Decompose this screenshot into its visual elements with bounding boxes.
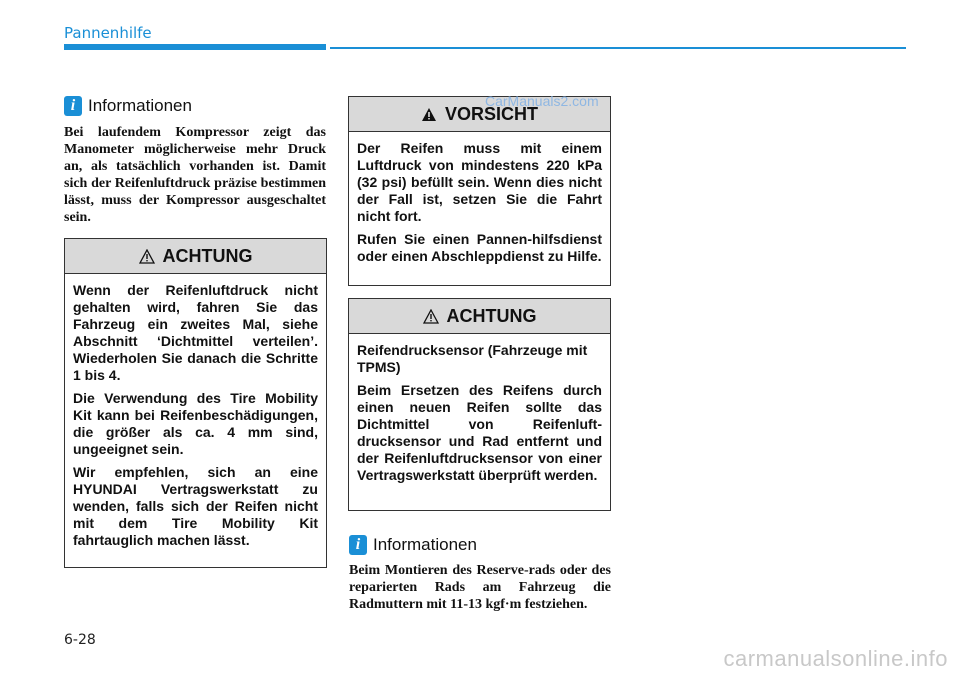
warning-triangle-icon: [139, 249, 155, 264]
section-title: Pannenhilfe: [64, 24, 152, 42]
warning-body: [349, 132, 610, 265]
info-text-2: Beim Montieren des Reserve-rads oder des reparierten Rads am Fahrzeug die Radmuttern mit 11-13 kgf·m festziehen.: [349, 563, 611, 612]
caution-body-2: [349, 334, 610, 484]
info-icon: i: [349, 535, 367, 555]
info-heading-1: [64, 96, 192, 116]
info-heading-2: [349, 535, 477, 555]
info-title: Informationen: [88, 96, 192, 115]
watermark-footer: carmanualsonline.info: [723, 646, 948, 671]
caution-box-2: [348, 298, 611, 511]
warning-triangle-icon: [423, 309, 439, 324]
caution-title-1: ACHTUNG: [162, 245, 253, 266]
caution-paragraph: Reifendrucksensor (Fahrzeuge mit TPMS): [357, 342, 588, 375]
info-text-1: Bei laufendem Kompressor zeigt das Manometer möglicherweise mehr Druck an, als tatsächlich vorhanden ist. Damit sich der Reifenluftdruck präzise bestimmen lässt, muss der Kompressor ausgeschaltet sein.: [64, 125, 326, 225]
info-icon: i: [64, 96, 82, 116]
caution-header-2: [349, 299, 610, 334]
caution-body-1: [65, 274, 326, 549]
info-title: Informationen: [373, 535, 477, 554]
caution-paragraph: Die Verwendung des Tire Mobility Kit kann bei Reifenbeschädigungen, die größer als ca. 4 mm sind, ungeeignet sein.: [73, 390, 318, 457]
caution-paragraph: Beim Ersetzen des Reifens durch einen neuen Reifen sollte das Dichtmittel von Reifenluft-drucksensor und Rad entfernt und der Reifenluftdrucksensor von einer Vertragswerkstatt überprüft werden.: [357, 382, 602, 483]
warning-paragraph: Rufen Sie einen Pannen-hilfsdienst oder einen Abschleppdienst zu Hilfe.: [357, 231, 602, 264]
caution-paragraph: Wenn der Reifenluftdruck nicht gehalten wird, fahren Sie das Fahrzeug ein zweites Mal, siehe Abschnitt ‘Dichtmittel verteilen’. Wiederholen Sie danach die Schritte 1 bis 4.: [73, 282, 318, 383]
warning-title: VORSICHT: [444, 103, 538, 124]
header-rule-thin: [330, 47, 906, 49]
caution-title-2: ACHTUNG: [446, 305, 537, 326]
page-number: 6-28: [64, 632, 96, 648]
watermark-top: CarManuals2.com: [485, 93, 599, 109]
warning-triangle-icon: [421, 107, 437, 122]
warning-paragraph: Der Reifen muss mit einem Luftdruck von mindestens 220 kPa (32 psi) befüllt sein. Wenn dies nicht der Fall ist, setzen Sie die Fahrt nicht fort.: [357, 140, 602, 224]
warning-box: [348, 96, 611, 286]
caution-paragraph: Wir empfehlen, sich an eine HYUNDAI Vertragswerkstatt zu wenden, falls sich der Reifen nicht mit dem Tire Mobility Kit fahrtauglich machen lässt.: [73, 464, 318, 548]
header-rule-thick: [64, 44, 326, 50]
caution-header-1: [65, 239, 326, 274]
caution-box-1: [64, 238, 327, 568]
